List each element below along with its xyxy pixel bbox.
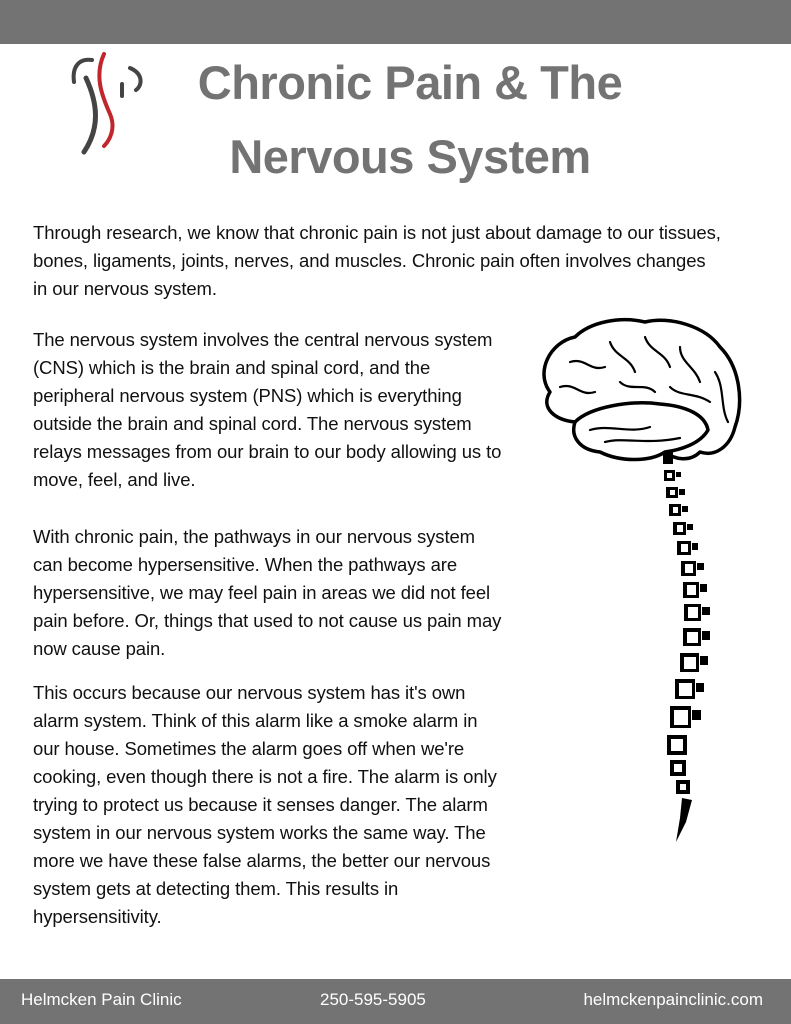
intro-paragraph: Through research, we know that chronic pain is not just about damage to our tissues, bones, ligaments, joints, nerves, and muscles. Chronic pain often involves changes in our nervous system. [33, 222, 721, 299]
spine-logo-icon [64, 48, 150, 160]
footer-phone: 250-595-5905 [320, 990, 426, 1009]
nervous-system-paragraph: The nervous system involves the central nervous system (CNS) which is the brain and spinal cord, and the peripheral nervous system (PNS) which is everything outside the brain and spinal cord. The nervous system relays messages from our brain to our body allowing us to move, feel, and live. [33, 329, 502, 490]
hypersensitivity-paragraph: With chronic pain, the pathways in our nervous system can become hypersensitive. When the pathways are hypersensitive, we may feel pain in areas we did not feel pain before. Or, things that used to not cause us pain may now cause pain. [33, 526, 502, 659]
alarm-system-paragraph: This occurs because our nervous system has it's own alarm system. Think of this alarm like a smoke alarm in our house. Sometimes the alarm goes off when we're cooking, even though there is not a fire. The alarm is only trying to protect us because it senses danger. The alarm system in our nervous system works the same way. The more we have these false alarms, the better our nervous system gets at detecting them. This results in hypersensitivity. [33, 682, 497, 927]
page-title: Chronic Pain & The Nervous System [197, 56, 623, 183]
spine-vertebrae [663, 452, 710, 842]
footer-bar [0, 979, 791, 1024]
footer-website: helmckenpainclinic.com [583, 990, 763, 1009]
top-banner [0, 0, 791, 44]
brain-spine-icon [530, 312, 750, 852]
footer-clinic-name: Helmcken Pain Clinic [21, 990, 182, 1009]
